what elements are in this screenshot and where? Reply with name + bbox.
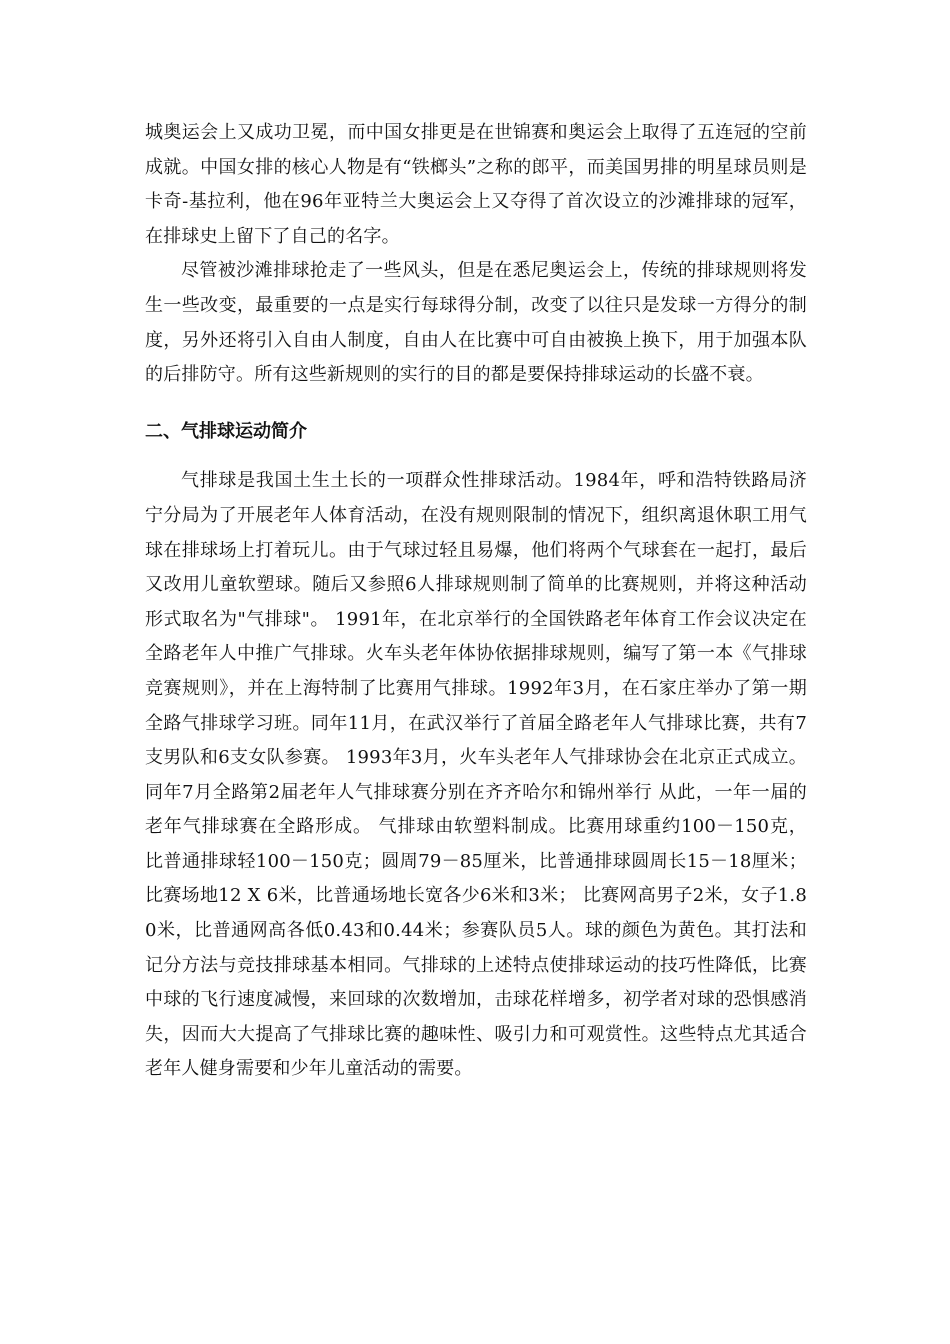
section-heading-air-volleyball: 二、气排球运动简介 <box>145 420 307 442</box>
paragraph-volleyball-history-continued: 城奥运会上又成功卫冕，而中国女排更是在世锦赛和奥运会上取得了五连冠的空前成就。中国女排的核心人物是有“铁榔头”之称的郎平，而美国男排的明星球员则是卡奇-基拉利，他在96年亚特兰大奥运会上又夺得了首次设立的沙滩排球的冠军，在排球史上留下了自己的名字。 <box>145 122 807 247</box>
paragraph-sydney-rule-changes: 尽管被沙滩排球抢走了一些风头，但是在悉尼奥运会上，传统的排球规则将发生一些改变，最重要的一点是实行每球得分制，改变了以往只是发球一方得分的制度，另外还将引入自由人制度，自由人在比赛中可自由被换上换下，用于加强本队的后排防守。所有这些新规则的实行的目的都是要保持排球运动的长盛不衰。 <box>145 260 807 386</box>
document-page <box>145 116 807 1087</box>
paragraph-air-volleyball-intro: 气排球是我国土生土长的一项群众性排球活动。1984年，呼和浩特铁路局济宁分局为了开展老年人体育活动，在没有规则限制的情况下，组织离退休职工用气球在排球场上打着玩儿。由于气球过轻且易爆，他们将两个气球套在一起打，最后又改用儿童软塑球。随后又参照6人排球规则制了简单的比赛规则，并将这种活动形式取名为"气排球"。 1991年，在北京举行的全国铁路老年体育工作会议决定在全路老年人中推广气排球。火车头老年体协依据排球规则，编写了第一本《气排球竞赛规则》，并在上海特制了比赛用气排球。1992年3月，在石家庄举办了第一期全路气排球学习班。同年11月，在武汉举行了首届全路老年人气排球比赛，共有7支男队和6支女队参赛。 1993年3月，火车头老年人气排球协会在北京正式成立。同年7月全路第2届老年人气排球赛分别在齐齐哈尔和锦州举行 从此，一年一届的老年气排球赛在全路形成。 气排球由软塑料制成。比赛用球重约100－150克， 比普通排球轻100－150克；圆周79－85厘米，比普通排球圆周长15－18厘米；比赛场地12 X 6米，比普通场地长宽各少6米和3米； 比赛网高男子2米，女子1.80米，比普通网高各低0.43和0.44米；参赛队员5人。球的颜色为黄色。其打法和记分方法与竞技排球基本相同。气排球的上述特点使排球运动的技巧性降低，比赛中球的飞行速度减慢，来回球的次数增加，击球花样增多，初学者对球的恐惧感消失，因而大大提高了气排球比赛的趣味性、吸引力和可观赏性。这些特点尤其适合老年人健身需要和少年儿童活动的需要。 <box>145 470 807 1080</box>
